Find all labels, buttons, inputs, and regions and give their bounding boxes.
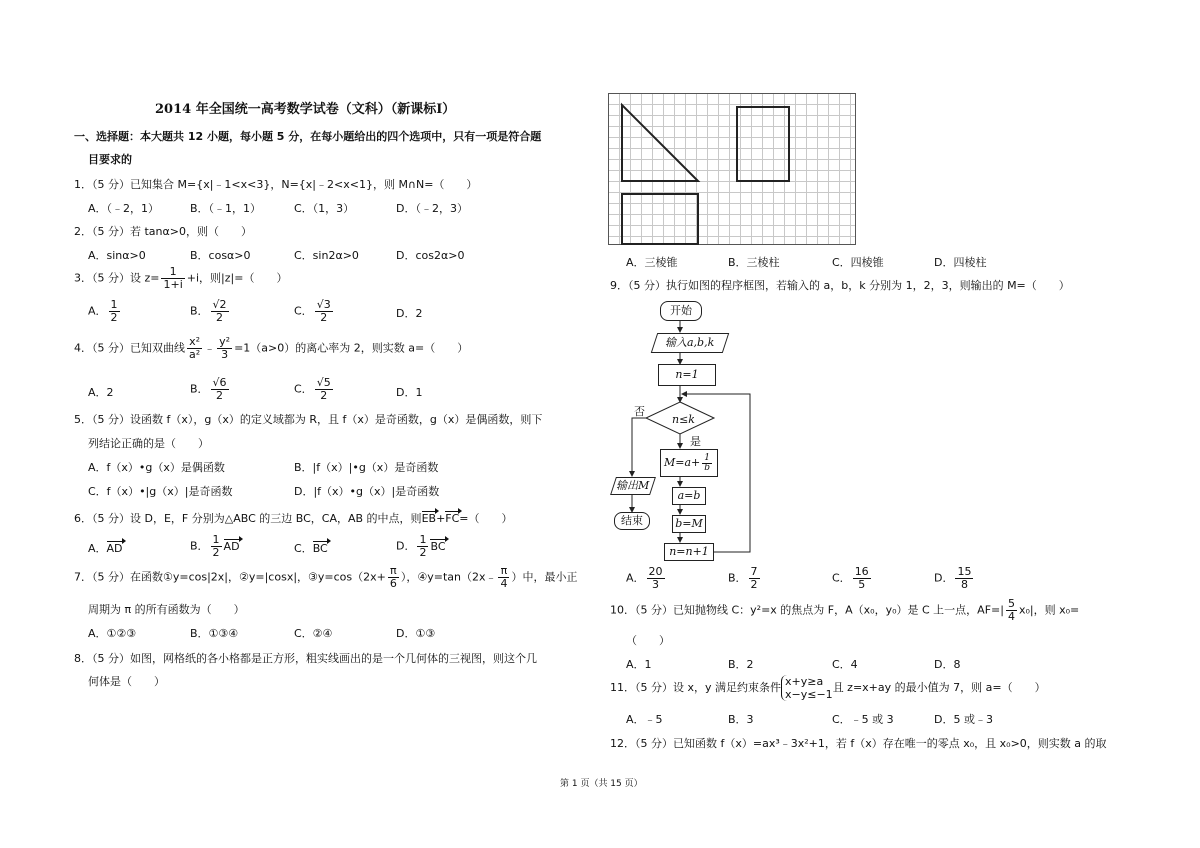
q1-stem: 1．（5 分）已知集合 M={x|﹣1<x<3}，N={x|﹣2<x<1}，则 M∩N=（ ） xyxy=(74,178,478,191)
q4-option-c: C． $\frac{√5}{2}$ xyxy=(294,376,331,402)
flow-assign-b: b=M xyxy=(672,515,706,533)
q4-stem: 4．（5 分）已知双曲线 $\frac{\text{x²}}{\text{a²}}$ ﹣ $\frac{\text{y²}}{3}$ =1（a>0）的离心率为 2，则实数 a=（ ） xyxy=(74,335,469,361)
flow-increment: n=n+1 xyxy=(664,543,714,561)
q7-option-a: A．①②③ xyxy=(88,627,137,640)
q6-option-c: C．BC xyxy=(294,542,328,555)
q6-stem: 6．（5 分）设 D，E，F 分别为△ABC 的三边 BC，CA，AB 的中点，则EB+FC=（ ） xyxy=(74,512,513,525)
q1-option-b: B．（﹣1，1） xyxy=(190,202,262,215)
q12-stem: 12．（5 分）已知函数 f（x）=ax³﹣3x²+1，若 f（x）存在唯一的零点 x₀，且 x₀>0，则实数 a 的取 xyxy=(610,737,1107,750)
q3-option-b: B． $\frac{√2}{2}$ xyxy=(190,298,227,324)
q5-option-a: A．f（x）•g（x）是偶函数 xyxy=(88,461,225,474)
q11-option-c: C．﹣5 或 3 xyxy=(832,713,894,726)
q5-option-b: B．|f（x）|•g（x）是奇函数 xyxy=(294,461,439,474)
q9-stem: 9．（5 分）执行如图的程序框图，若输入的 a，b，k 分别为 1，2，3，则输出的 M=（ ） xyxy=(610,279,1070,292)
q11-stem: 11．（5 分）设 x，y 满足约束条件 x+y≥a x−y≤−1 且 z=x+ay 的最小值为 7，则 a=（ ） xyxy=(610,675,1046,701)
flow-compute-m: M=a+ $\frac{1}{b}$ xyxy=(660,449,718,477)
q2-option-d: D．cos2α>0 xyxy=(396,249,465,262)
q5-option-c: C．f（x）•|g（x）|是奇函数 xyxy=(88,485,233,498)
q10-stem: 10．（5 分）已知抛物线 C：y²=x 的焦点为 F，A（x₀，y₀）是 C 上一点，AF=| $\frac{5}{4}$ x₀|，则 x₀= xyxy=(610,597,1080,623)
q1-option-a: A．（﹣2，1） xyxy=(88,202,160,215)
q6-option-d: D． $\frac{1}{2}$ BC xyxy=(396,533,446,559)
q5-option-d: D．|f（x）•g（x）|是奇函数 xyxy=(294,485,440,498)
q7-option-d: D．①③ xyxy=(396,627,436,640)
q8-option-d: D．四棱柱 xyxy=(934,256,987,269)
q8-option-a: A．三棱锥 xyxy=(626,256,678,269)
q10-option-a: A．1 xyxy=(626,658,652,671)
flow-output: 输出M xyxy=(610,477,656,495)
q9-option-c: C． $\frac{16}{5}$ xyxy=(832,565,869,591)
flow-condition-label: n≤k xyxy=(672,413,695,426)
q1-option-d: D．（﹣2，3） xyxy=(396,202,468,215)
q8-option-c: C．四棱锥 xyxy=(832,256,884,269)
flow-init: n=1 xyxy=(658,364,716,386)
q10-stem-cont: （ ） xyxy=(626,634,670,647)
q4-option-a: A．2 xyxy=(88,386,114,399)
q11-option-d: D．5 或﹣3 xyxy=(934,713,993,726)
flow-yes-label: 是 xyxy=(690,435,701,448)
q3-option-d: D．2 xyxy=(396,307,423,320)
flow-no-label: 否 xyxy=(634,405,645,418)
flow-start: 开始 xyxy=(660,301,702,321)
q4-option-b: B． $\frac{√6}{2}$ xyxy=(190,376,227,402)
q9-option-d: D． $\frac{15}{8}$ xyxy=(934,565,972,591)
flow-assign-a: a=b xyxy=(672,487,706,505)
page-footer: 第 1 页（共 15 页） xyxy=(560,779,643,789)
q2-stem: 2．（5 分）若 tanα>0，则（ ） xyxy=(74,225,252,238)
section-heading-cont: 目要求的 xyxy=(88,153,132,166)
q4-option-d: D．1 xyxy=(396,386,423,399)
front-view-triangle xyxy=(622,105,698,181)
q10-option-c: C．4 xyxy=(832,658,858,671)
q3-option-c: C． $\frac{√3}{2}$ xyxy=(294,298,331,324)
q1-option-c: C．（1，3） xyxy=(294,202,355,215)
q9-option-a: A． $\frac{20}{3}$ xyxy=(626,565,663,591)
q7-stem: 7．（5 分）在函数①y=cos|2x|，②y=|cosx|，③y=cos（2x+ $\frac{\pi}{6}$ ），④y=tan（2x﹣ $\frac{\pi}{4}$ ）中，最小正 xyxy=(74,564,578,590)
section-heading: 一、选择题：本大题共 12 小题，每小题 5 分，在每小题给出的四个选项中，只有一项是符合题 xyxy=(74,130,542,143)
q2-option-a: A．sinα>0 xyxy=(88,249,146,262)
q10-option-d: D．8 xyxy=(934,658,961,671)
q2-option-c: C．sin2α>0 xyxy=(294,249,359,262)
flow-input: 输入a,b,k xyxy=(651,333,729,353)
grid-lines xyxy=(608,93,856,245)
three-view-figure xyxy=(608,93,856,245)
q3-stem: 3．（5 分）设 z= $\frac{1}{1+i}$ +i，则|z|=（ ） xyxy=(74,265,288,291)
q7-option-b: B．①③④ xyxy=(190,627,239,640)
q3-option-a: A． $\frac{1}{2}$ xyxy=(88,298,118,324)
q6-option-b: B． $\frac{1}{2}$ AD xyxy=(190,533,240,559)
q11-option-a: A．﹣5 xyxy=(626,713,663,726)
flow-end: 结束 xyxy=(614,512,650,530)
q5-stem: 5．（5 分）设函数 f（x），g（x）的定义域都为 R，且 f（x）是奇函数，g（x）是偶函数，则下 xyxy=(74,413,543,426)
q7-option-c: C．②④ xyxy=(294,627,333,640)
page-title: 2014 年全国统一高考数学试卷（文科）（新课标Ⅰ） xyxy=(155,102,456,117)
q11-option-b: B．3 xyxy=(728,713,754,726)
q8-stem: 8．（5 分）如图，网格纸的各小格都是正方形，粗实线画出的是一个几何体的三视图，则这个几 xyxy=(74,652,537,665)
q6-option-a: A．AD xyxy=(88,542,123,555)
q9-option-b: B． $\frac{7}{2}$ xyxy=(728,565,758,591)
q5-stem-cont: 列结论正确的是（ ） xyxy=(88,437,209,450)
q8-option-b: B．三棱柱 xyxy=(728,256,780,269)
q7-stem-cont: 周期为 π 的所有函数为（ ） xyxy=(88,603,245,616)
q8-stem-cont: 何体是（ ） xyxy=(88,675,165,688)
q2-option-b: B．cosα>0 xyxy=(190,249,251,262)
q10-option-b: B．2 xyxy=(728,658,754,671)
